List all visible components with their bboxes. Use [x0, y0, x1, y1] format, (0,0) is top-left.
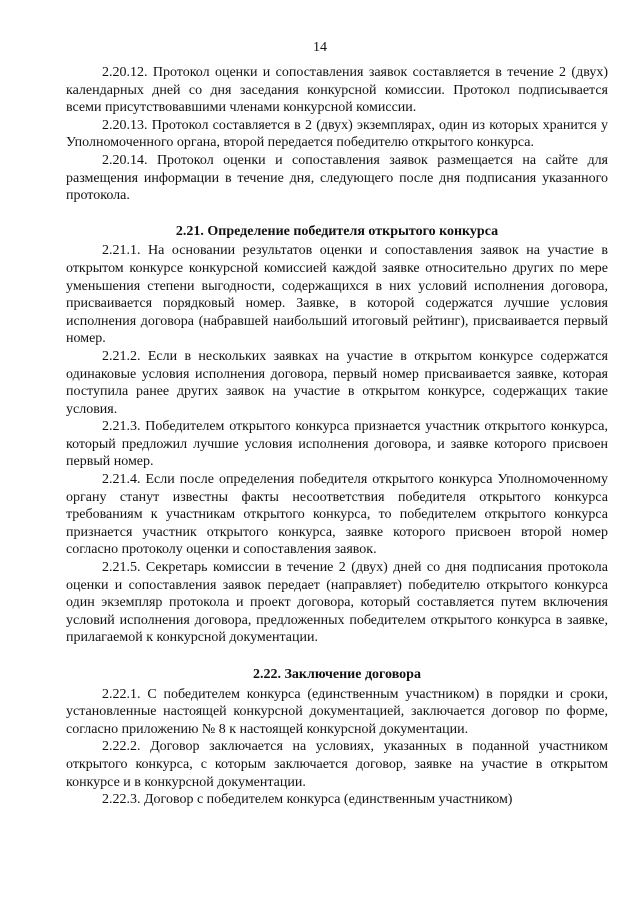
section-heading-2-21: 2.21. Определение победителя открытого конкурса — [175, 223, 499, 239]
paragraph-2-22-2: 2.22.2. Договор заключается на условиях, указанных в поданной участником открытого конкурса, с которым заключается договор, заявке на участие в открытом конкурсе и в конкурсной документации. — [66, 739, 608, 790]
paragraph-2-21-3: 2.21.3. Победителем открытого конкурса признается участник открытого конкурса, который предложил лучшие условия исполнения договора, и заявке которого присвоен первый номер. — [66, 419, 608, 470]
paragraph-2-20-13: 2.20.13. Протокол составляется в 2 (двух) экземплярах, один из которых хранится у Уполномоченного органа, второй передается победителю открытого конкурса. — [66, 117, 608, 151]
paragraph-2-22-3: 2.22.3. Договор с победителем конкурса (единственным участником) — [102, 792, 513, 808]
paragraph-2-21-4: 2.21.4. Если после определения победителя открытого конкурса Уполномоченному органу станут известны факты несоответствия победителя открытого конкурса требованиям к участникам открытого конкурса, то победителем открытого конкурса признается участник открытого конкурса, заявке которого присвоен второй номер согласно протоколу оценки и сопоставления заявок. — [66, 472, 608, 558]
page-number: 14 — [313, 40, 327, 55]
paragraph-2-20-14: 2.20.14. Протокол оценки и сопоставления заявок размещается на сайте для размещения информации в течение дня, следующего после дня подписания указанного протокола. — [66, 152, 608, 204]
section-heading-2-22: 2.22. Заключение договора — [253, 667, 421, 682]
paragraph-2-22-1: 2.22.1. С победителем конкурса (единственным участником) в порядки и сроки, установленные настоящей конкурсной документацией, заключается договор по форме, согласно приложению № 8 к настоящей конкурсной документации. — [66, 686, 608, 737]
document-body — [66, 64, 608, 809]
paragraph-2-21-5: 2.21.5. Секретарь комиссии в течение 2 (двух) дней со дня подписания протокола оценки и сопоставления заявок передает (направляет) победителю открытого конкурса один экземпляр протокола и проект договора, который составляется путем включения условий исполнения договора, предложенных победителем открытого конкурса в заявке, прилагаемой к конкурсной документации. — [66, 560, 608, 646]
paragraph-2-21-1: 2.21.1. На основании результатов оценки и сопоставления заявок на участие в открытом конкурсе конкурсной комиссией каждой заявке относительно других по мере уменьшения степени выгодности, содержащихся в них условий исполнения договора, присваивается порядковый номер. Заявке, в которой содержатся лучшие условия исполнения договора (набравшей наибольший итоговый рейтинг), присваивается первый номер. — [66, 243, 608, 347]
paragraph-2-20-12: 2.20.12. Протокол оценки и сопоставления заявок составляется в течение 2 (двух) календарных дней со дня заседания конкурсной комиссии. Протокол подписывается всеми присутствовавшими членами конкурсной комиссии. — [66, 65, 608, 116]
paragraph-2-21-2: 2.21.2. Если в нескольких заявках на участие в открытом конкурсе содержатся одинаковые условия исполнения договора, первый номер присваивается заявке, которая поступила ранее других заявок на участие в открытом конкурсе, содержащих такие условия. — [66, 348, 608, 417]
